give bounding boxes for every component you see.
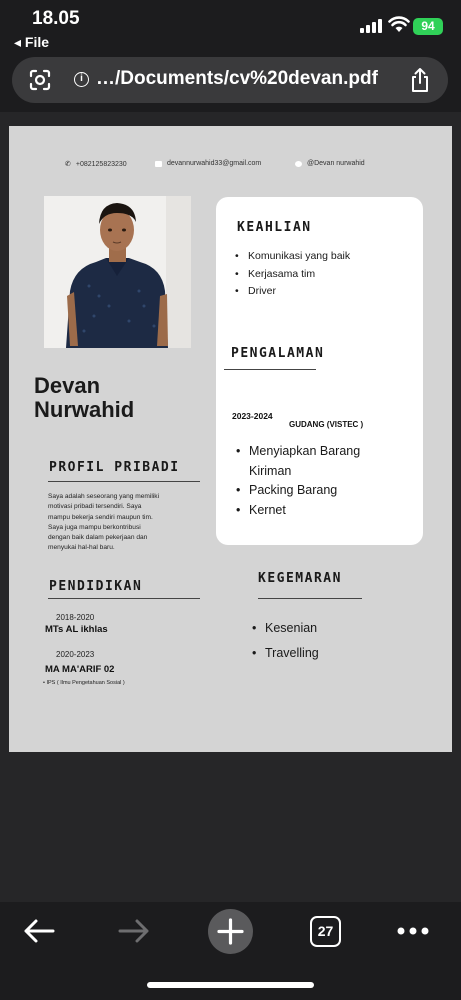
contact-row — [9, 160, 452, 174]
exp-company: GUDANG (VISTEC ) — [289, 420, 364, 429]
edu-school: MTs AL ikhlas — [45, 624, 108, 635]
profil-line: Saya adalah seseorang yang memiliki — [48, 493, 160, 500]
wifi-icon — [388, 15, 410, 33]
profil-line: mampu bekerja sendiri maupun tim. — [48, 513, 153, 521]
social-text: @Devan nurwahid — [307, 160, 365, 167]
edu-note: • IPS ( Ilmu Pengetahuan Sosial ) — [43, 680, 125, 686]
url-text[interactable]: …/Documents/cv%20devan.pdf — [96, 68, 378, 89]
pengalaman-title: PENGALAMAN — [231, 346, 325, 361]
phone-text: +082125823230 — [75, 160, 127, 168]
battery-icon: 94 — [413, 18, 443, 35]
profil-title: PROFIL PRIBADI — [49, 460, 180, 475]
keahlian-title: KEAHLIAN — [237, 220, 312, 235]
new-tab-button[interactable] — [208, 909, 253, 954]
exp-year: 2023-2024 — [232, 411, 273, 421]
pengalaman-item: • Menyiapkan Barang Kiriman — [234, 442, 404, 481]
kegemaran-list — [250, 616, 319, 666]
kegemaran-item: • Kesenian — [250, 616, 319, 641]
mail-icon — [155, 161, 162, 167]
address-bar[interactable] — [12, 57, 448, 103]
info-icon[interactable]: i — [74, 72, 89, 87]
tabs-icon[interactable]: 27 — [310, 916, 341, 947]
pdf-viewer[interactable] — [0, 112, 461, 902]
back-arrow-icon[interactable] — [22, 918, 56, 944]
more-icon[interactable] — [396, 926, 430, 936]
edu-year: 2020-2023 — [56, 650, 95, 659]
contact-social — [295, 160, 365, 167]
candidate-name — [34, 374, 134, 422]
keahlian-item: • Kerjasama tim — [233, 266, 350, 284]
profil-line: menyukai hal-hal baru. — [48, 544, 115, 552]
pendidikan-divider — [48, 598, 200, 599]
share-icon[interactable] — [408, 67, 432, 93]
plus-icon — [208, 909, 253, 954]
profil-text — [48, 492, 208, 554]
pendidikan-title: PENDIDIKAN — [49, 579, 143, 594]
name-line-1: Devan — [34, 373, 101, 398]
profile-photo — [44, 196, 191, 348]
profil-divider — [48, 481, 200, 482]
edu-school: MA MA'ARIF 02 — [45, 664, 115, 675]
pengalaman-list — [234, 442, 404, 520]
edu-year: 2018-2020 — [56, 613, 95, 622]
pengalaman-divider — [224, 369, 316, 370]
home-indicator[interactable] — [147, 982, 314, 988]
profil-line: motivasi pribadi tersendiri. Saya — [48, 503, 142, 511]
cellular-signal-icon — [360, 19, 384, 33]
status-time: 18.05 — [32, 8, 80, 29]
pengalaman-item: • Kernet — [234, 501, 404, 521]
keahlian-list — [233, 248, 350, 301]
kegemaran-item: • Travelling — [250, 641, 319, 666]
kegemaran-divider — [258, 598, 362, 599]
profil-line: Saya juga mampu berkontribusi — [48, 523, 141, 531]
skills-experience-card — [216, 197, 423, 545]
profil-line: dengan baik dalam pekerjaan dan — [48, 534, 148, 542]
email-text: devannurwahid33@gmail.com — [167, 160, 262, 167]
back-to-app-link[interactable]: ◂ File — [14, 34, 50, 50]
kegemaran-title: KEGEMARAN — [258, 571, 342, 586]
contact-phone — [65, 160, 127, 168]
social-icon — [295, 161, 302, 167]
keahlian-item: • Driver — [233, 283, 350, 301]
name-line-2: Nurwahid — [34, 397, 135, 422]
browser-toolbar — [0, 902, 461, 1000]
phone-icon: ✆ — [65, 161, 71, 168]
keahlian-item: • Komunikasi yang baik — [233, 248, 350, 266]
status-bar — [0, 0, 461, 56]
contact-email — [155, 160, 261, 167]
pengalaman-item: • Packing Barang — [234, 481, 404, 501]
forward-arrow-icon[interactable] — [117, 918, 151, 944]
lens-icon[interactable] — [29, 69, 51, 91]
cv-page — [9, 126, 452, 752]
